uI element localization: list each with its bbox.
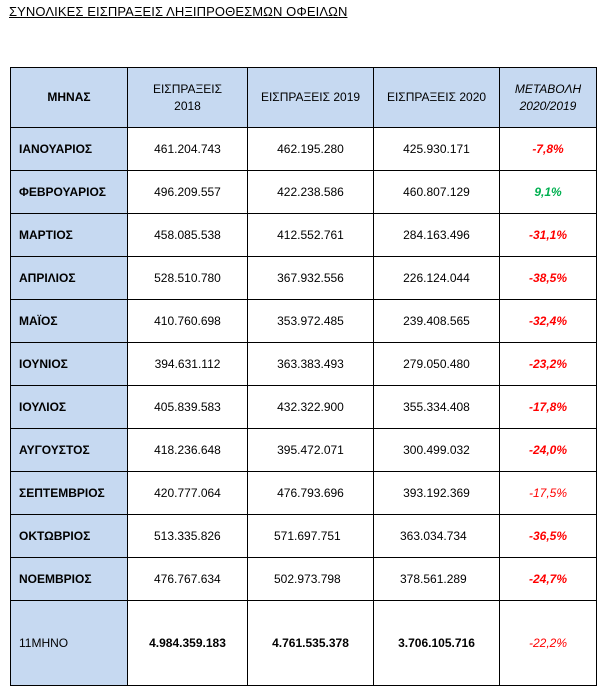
value-cell-y2019: 571.697.751 (248, 515, 374, 558)
value-cell-y2019: 502.973.798 (248, 558, 374, 601)
value-cell-y2019: 412.552.761 (248, 214, 374, 257)
table-row (11, 128, 597, 171)
value-cell-y2020: 239.408.565 (374, 300, 500, 343)
value-cell-y2019: 432.322.900 (248, 386, 374, 429)
change-cell: -7,8% (500, 128, 597, 171)
month-cell: ΙΑΝΟΥΑΡΙΟΣ (11, 128, 128, 171)
month-cell: ΜΑΪΟΣ (11, 300, 128, 343)
header-2018-line2: 2018 (174, 98, 201, 113)
month-cell: ΑΥΓΟΥΣΤΟΣ (11, 429, 128, 472)
value-cell-y2018: 496.209.557 (128, 171, 248, 214)
value-cell-y2020: 355.334.408 (374, 386, 500, 429)
month-cell: ΑΠΡΙΛΙΟΣ (11, 257, 128, 300)
value-cell-y2018: 513.335.826 (128, 515, 248, 558)
value-cell-y2019: 395.472.071 (248, 429, 374, 472)
month-cell: ΜΑΡΤΙΟΣ (11, 214, 128, 257)
value-cell-y2018: 458.085.538 (128, 214, 248, 257)
table-row (11, 472, 597, 515)
value-cell-y2019: 462.195.280 (248, 128, 374, 171)
page-title: ΣΥΝΟΛΙΚΕΣ ΕΙΣΠΡΑΞΕΙΣ ΛΗΞΙΠΡΟΘΕΣΜΩΝ ΟΦΕΙΛΩΝ (9, 4, 348, 19)
month-cell: ΙΟΥΝΙΟΣ (11, 343, 128, 386)
value-cell-y2018: 528.510.780 (128, 257, 248, 300)
month-cell: ΣΕΠΤΕΜΒΡΙΟΣ (11, 472, 128, 515)
month-cell: ΝΟΕΜΒΡΙΟΣ (11, 558, 128, 601)
value-cell-y2020: 460.807.129 (374, 171, 500, 214)
value-cell-y2018: 461.204.743 (128, 128, 248, 171)
value-cell-y2020: 378.561.289 (374, 558, 500, 601)
value-cell-y2020: 363.034.734 (374, 515, 500, 558)
value-cell-y2019: 476.793.696 (248, 472, 374, 515)
table-header-row (11, 68, 597, 128)
change-cell: -17,8% (500, 386, 597, 429)
table-row (11, 214, 597, 257)
header-2019: ΕΙΣΠΡΑΞΕΙΣ 2019 (248, 68, 374, 128)
change-cell: 9,1% (500, 171, 597, 214)
value-cell-y2018: 394.631.112 (128, 343, 248, 386)
value-cell-y2020: 393.192.369 (374, 472, 500, 515)
change-cell: -23,2% (500, 343, 597, 386)
collections-table (10, 67, 597, 686)
total-y2018: 4.984.359.183 (128, 601, 248, 686)
change-cell: -38,5% (500, 257, 597, 300)
header-2020: ΕΙΣΠΡΑΞΕΙΣ 2020 (374, 68, 500, 128)
table-row (11, 515, 597, 558)
header-change-line1: ΜΕΤΑΒΟΛΗ (514, 81, 582, 96)
header-change (500, 68, 597, 128)
value-cell-y2018: 476.767.634 (128, 558, 248, 601)
value-cell-y2019: 353.972.485 (248, 300, 374, 343)
header-2018 (128, 68, 248, 128)
value-cell-y2020: 279.050.480 (374, 343, 500, 386)
value-cell-y2019: 367.932.556 (248, 257, 374, 300)
table-row (11, 257, 597, 300)
header-2018-line1: ΕΙΣΠΡΑΞΕΙΣ (152, 81, 223, 96)
value-cell-y2018: 418.236.648 (128, 429, 248, 472)
value-cell-y2019: 363.383.493 (248, 343, 374, 386)
table-row (11, 558, 597, 601)
change-cell: -31,1% (500, 214, 597, 257)
table-row (11, 386, 597, 429)
value-cell-y2020: 226.124.044 (374, 257, 500, 300)
header-change-line2: 2020/2019 (519, 98, 577, 113)
change-cell: -17,5% (500, 472, 597, 515)
value-cell-y2020: 300.499.032 (374, 429, 500, 472)
value-cell-y2020: 425.930.171 (374, 128, 500, 171)
total-y2019: 4.761.535.378 (248, 601, 374, 686)
total-y2020: 3.706.105.716 (374, 601, 500, 686)
change-cell: -32,4% (500, 300, 597, 343)
value-cell-y2018: 405.839.583 (128, 386, 248, 429)
value-cell-y2018: 410.760.698 (128, 300, 248, 343)
month-cell: ΦΕΒΡΟΥΑΡΙΟΣ (11, 171, 128, 214)
month-cell: ΟΚΤΩΒΡΙΟΣ (11, 515, 128, 558)
change-cell: -24,7% (500, 558, 597, 601)
value-cell-y2019: 422.238.586 (248, 171, 374, 214)
total-row (11, 601, 597, 686)
total-change: -22,2% (500, 601, 597, 686)
change-cell: -36,5% (500, 515, 597, 558)
table-row (11, 171, 597, 214)
table-row (11, 429, 597, 472)
total-label: 11ΜΗΝΟ (11, 601, 128, 686)
change-cell: -24,0% (500, 429, 597, 472)
value-cell-y2020: 284.163.496 (374, 214, 500, 257)
month-cell: ΙΟΥΛΙΟΣ (11, 386, 128, 429)
value-cell-y2018: 420.777.064 (128, 472, 248, 515)
table-row (11, 300, 597, 343)
table-row (11, 343, 597, 386)
header-month: ΜΗΝΑΣ (11, 68, 128, 128)
